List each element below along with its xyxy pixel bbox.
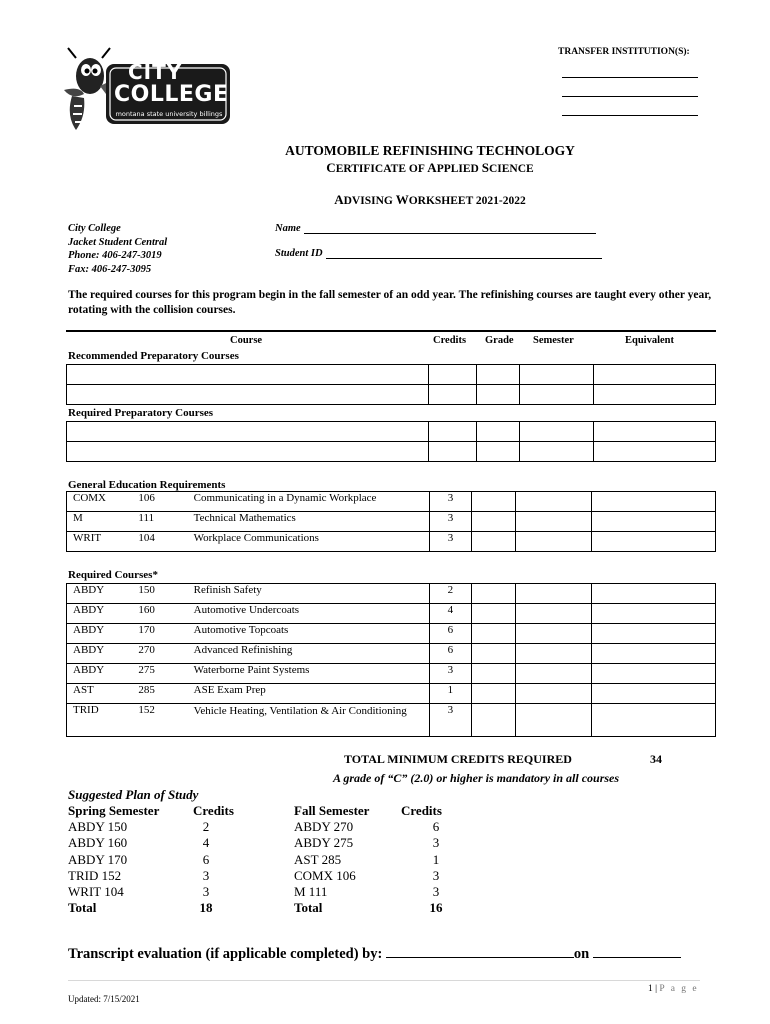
semester-cell[interactable]: [516, 512, 591, 532]
course-number: 270: [132, 644, 187, 664]
logo-text-college: COLLEGE: [114, 82, 229, 107]
fall-credits-list: [426, 819, 446, 917]
credits-cell[interactable]: [429, 385, 476, 405]
total-credits-label: TOTAL MINIMUM CREDITS REQUIRED: [344, 752, 572, 766]
fall-course-list: [294, 819, 356, 917]
fall-total: 16: [429, 900, 443, 916]
grade-cell[interactable]: [471, 644, 515, 664]
course-credits: 6: [429, 644, 471, 664]
grade-requirement-note: A grade of “C” (2.0) or higher is mandatory in all courses: [333, 771, 620, 785]
course-title: Advanced Refinishing: [188, 644, 430, 664]
semester-cell[interactable]: [516, 604, 591, 624]
equivalent-cell[interactable]: [594, 365, 716, 385]
semester-cell[interactable]: [516, 704, 591, 737]
updated-date: Updated: 7/15/2021: [68, 994, 140, 1004]
grade-cell[interactable]: [476, 442, 519, 462]
list-item: 1: [432, 851, 440, 867]
course-prefix: TRID: [67, 704, 133, 737]
course-number: 150: [132, 584, 187, 604]
total-credits: [344, 752, 662, 767]
course-number: 106: [132, 492, 187, 512]
equivalent-cell[interactable]: [591, 664, 715, 684]
semester-cell[interactable]: [519, 385, 593, 405]
list-item: COMX 106: [294, 867, 356, 883]
semester-cell[interactable]: [516, 532, 591, 552]
contact-fax: Fax: 406-247-3095: [68, 263, 152, 275]
transcript-label: Transcript evaluation (if applicable completed) by:: [68, 946, 383, 962]
course-number: 104: [132, 532, 187, 552]
equivalent-cell[interactable]: [591, 604, 715, 624]
spring-header: Spring Semester: [68, 803, 160, 818]
program-title: AUTOMOBILE REFINISHING TECHNOLOGY: [285, 143, 575, 158]
semester-cell[interactable]: [519, 422, 593, 442]
gen-ed-table: [66, 491, 716, 552]
table-row: [67, 664, 716, 684]
course-cell[interactable]: [67, 385, 429, 405]
semester-cell[interactable]: [519, 365, 593, 385]
course-cell[interactable]: [67, 442, 429, 462]
semester-cell[interactable]: [516, 624, 591, 644]
course-title: Refinish Safety: [188, 584, 430, 604]
list-item: 3: [432, 867, 440, 883]
list-item: ABDY 270: [294, 819, 354, 834]
semester-cell[interactable]: [516, 644, 591, 664]
course-prefix: ABDY: [67, 624, 133, 644]
student-id-input-line[interactable]: [326, 247, 602, 259]
list-item: 6: [202, 851, 210, 867]
list-item: M 111: [294, 884, 328, 900]
fall-total-label: Total: [294, 900, 323, 916]
transfer-label: TRANSFER INSTITUTION(S):: [558, 47, 690, 57]
spring-course-list: [68, 819, 127, 917]
student-id-label: Student ID: [275, 248, 323, 259]
equivalent-cell[interactable]: [594, 422, 716, 442]
equivalent-cell[interactable]: [594, 385, 716, 405]
grade-cell[interactable]: [471, 624, 515, 644]
course-number: 285: [132, 684, 187, 704]
semester-cell[interactable]: [519, 442, 593, 462]
semester-cell[interactable]: [516, 584, 591, 604]
plan-title: Suggested Plan of Study: [68, 787, 199, 802]
table-row: [67, 442, 716, 462]
table-row: [67, 604, 716, 624]
worksheet-subtitle: ADVISING WORKSHEET 2021-2022: [334, 192, 526, 207]
equivalent-cell[interactable]: [591, 532, 715, 552]
grade-cell[interactable]: [471, 604, 515, 624]
list-item: ABDY 170: [68, 851, 128, 867]
course-credits: 3: [429, 512, 471, 532]
course-credits: 3: [429, 704, 471, 737]
course-credits: 6: [429, 624, 471, 644]
required-prep-table: [66, 421, 716, 462]
grade-cell[interactable]: [471, 664, 515, 684]
table-header-rule: [66, 330, 716, 332]
contact-name: City College: [68, 223, 121, 234]
transfer-line-1[interactable]: [562, 61, 698, 78]
grade-cell[interactable]: [476, 385, 519, 405]
transfer-institutions: [558, 47, 703, 116]
transcript-on: on: [573, 946, 590, 962]
list-item: 4: [202, 835, 210, 851]
table-row: [67, 644, 716, 664]
list-item: AST 285: [294, 851, 342, 867]
table-row: [67, 512, 716, 532]
equivalent-cell[interactable]: [591, 492, 715, 512]
course-title: Technical Mathematics: [188, 512, 430, 532]
course-title: Vehicle Heating, Ventilation & Air Conditioning: [188, 704, 430, 737]
course-credits: 3: [429, 664, 471, 684]
page-number-value: 1: [648, 984, 653, 994]
required-courses-table: [66, 583, 716, 737]
course-prefix: M: [67, 512, 133, 532]
table-row: [67, 385, 716, 405]
course-cell[interactable]: [67, 422, 429, 442]
course-credits: 3: [429, 532, 471, 552]
list-item: TRID 152: [68, 867, 122, 883]
credits-cell[interactable]: [429, 422, 476, 442]
section-required-courses: Required Courses*: [68, 569, 158, 581]
student-fields: [275, 222, 602, 272]
table-row: [67, 365, 716, 385]
equivalent-cell[interactable]: [591, 704, 715, 737]
course-credits: 2: [429, 584, 471, 604]
course-prefix: ABDY: [67, 584, 133, 604]
semester-cell[interactable]: [516, 684, 591, 704]
fall-credits-header: Credits: [401, 803, 442, 818]
course-number: 160: [132, 604, 187, 624]
course-prefix: ABDY: [67, 604, 133, 624]
footer-divider: [68, 980, 700, 981]
table-row: [67, 492, 716, 512]
col-header-course: Course: [230, 335, 263, 346]
fall-header: Fall Semester: [294, 803, 370, 818]
equivalent-cell[interactable]: [591, 684, 715, 704]
col-header-credits: Credits: [433, 335, 467, 346]
equivalent-cell[interactable]: [591, 512, 715, 532]
list-item: 6: [432, 819, 440, 834]
course-prefix: COMX: [67, 492, 133, 512]
course-title: Workplace Communications: [188, 532, 430, 552]
spring-credits-header: Credits: [193, 803, 234, 818]
list-item: ABDY 150: [68, 819, 128, 834]
course-cell[interactable]: [67, 365, 429, 385]
logo-tagline: montana state university billings: [115, 110, 223, 118]
course-credits: 4: [429, 604, 471, 624]
course-prefix: WRIT: [67, 532, 133, 552]
course-prefix: ABDY: [67, 664, 133, 684]
list-item: ABDY 160: [68, 835, 128, 851]
total-credits-value: 34: [650, 752, 662, 766]
equivalent-cell[interactable]: [591, 584, 715, 604]
spring-credits-list: [196, 819, 216, 917]
col-header-grade: Grade: [485, 335, 514, 346]
list-item: ABDY 275: [294, 835, 354, 851]
table-row: [67, 624, 716, 644]
grade-cell[interactable]: [471, 704, 515, 737]
grade-cell[interactable]: [471, 684, 515, 704]
spring-total-label: Total: [68, 900, 97, 916]
page-word: P a g e: [659, 984, 699, 994]
list-item: 2: [202, 819, 210, 834]
grade-cell[interactable]: [476, 365, 519, 385]
recommended-prep-table: [66, 364, 716, 405]
contact-info: [68, 222, 167, 276]
transfer-line-3[interactable]: [562, 99, 698, 116]
table-row: [67, 704, 716, 737]
course-title: Waterborne Paint Systems: [188, 664, 430, 684]
col-header-equivalent: Equivalent: [625, 335, 675, 346]
course-number: 111: [132, 512, 187, 532]
semester-cell[interactable]: [516, 664, 591, 684]
grade-cell[interactable]: [472, 512, 516, 532]
course-title: Automotive Undercoats: [188, 604, 430, 624]
evaluation-date-input-line[interactable]: [593, 945, 681, 958]
course-credits: 3: [429, 492, 471, 512]
section-recommended-prep: Recommended Preparatory Courses: [68, 350, 239, 362]
logo-text-city: CITY: [128, 60, 183, 84]
grade-cell[interactable]: [472, 532, 516, 552]
section-required-prep: Required Preparatory Courses: [68, 407, 214, 419]
table-row: [67, 532, 716, 552]
equivalent-cell[interactable]: [591, 644, 715, 664]
grade-cell[interactable]: [476, 422, 519, 442]
table-row: [67, 422, 716, 442]
col-header-semester: Semester: [533, 335, 574, 346]
spring-total: 18: [199, 900, 213, 916]
grade-cell[interactable]: [472, 492, 516, 512]
equivalent-cell[interactable]: [594, 442, 716, 462]
name-label: Name: [275, 223, 301, 234]
list-item: 3: [432, 884, 440, 900]
course-prefix: AST: [67, 684, 133, 704]
name-input-line[interactable]: [304, 222, 596, 234]
list-item: WRIT 104: [68, 884, 124, 900]
course-title: Communicating in a Dynamic Workplace: [188, 492, 430, 512]
table-row: [67, 584, 716, 604]
transfer-line-2[interactable]: [562, 80, 698, 97]
list-item: 3: [202, 867, 210, 883]
city-college-logo: [62, 46, 234, 134]
contact-phone: Phone: 406-247-3019: [68, 250, 162, 261]
transcript-evaluation: [68, 945, 681, 963]
certificate-subtitle: CERTIFICATE OF APPLIED SCIENCE: [326, 160, 534, 175]
credits-cell[interactable]: [429, 365, 476, 385]
credits-cell[interactable]: [429, 442, 476, 462]
table-row: [67, 684, 716, 704]
evaluator-input-line[interactable]: [386, 945, 574, 958]
contact-office: Jacket Student Central: [68, 236, 168, 248]
list-item: 3: [432, 835, 440, 851]
course-number: 152: [132, 704, 187, 737]
semester-cell[interactable]: [516, 492, 591, 512]
course-credits: 1: [429, 684, 471, 704]
course-title: Automotive Topcoats: [188, 624, 430, 644]
course-title: ASE Exam Prep: [188, 684, 430, 704]
section-gen-ed: General Education Requirements: [68, 479, 226, 491]
course-number: 170: [132, 624, 187, 644]
intro-paragraph: The required courses for this program begin in the fall semester of an odd year. The refinishing courses are taught every other year, rotating with the collision courses.: [68, 289, 712, 316]
course-number: 275: [132, 664, 187, 684]
course-prefix: ABDY: [67, 644, 133, 664]
page-number: 1 | P a g e: [648, 984, 699, 994]
list-item: 3: [202, 884, 210, 900]
grade-cell[interactable]: [471, 584, 515, 604]
equivalent-cell[interactable]: [591, 624, 715, 644]
